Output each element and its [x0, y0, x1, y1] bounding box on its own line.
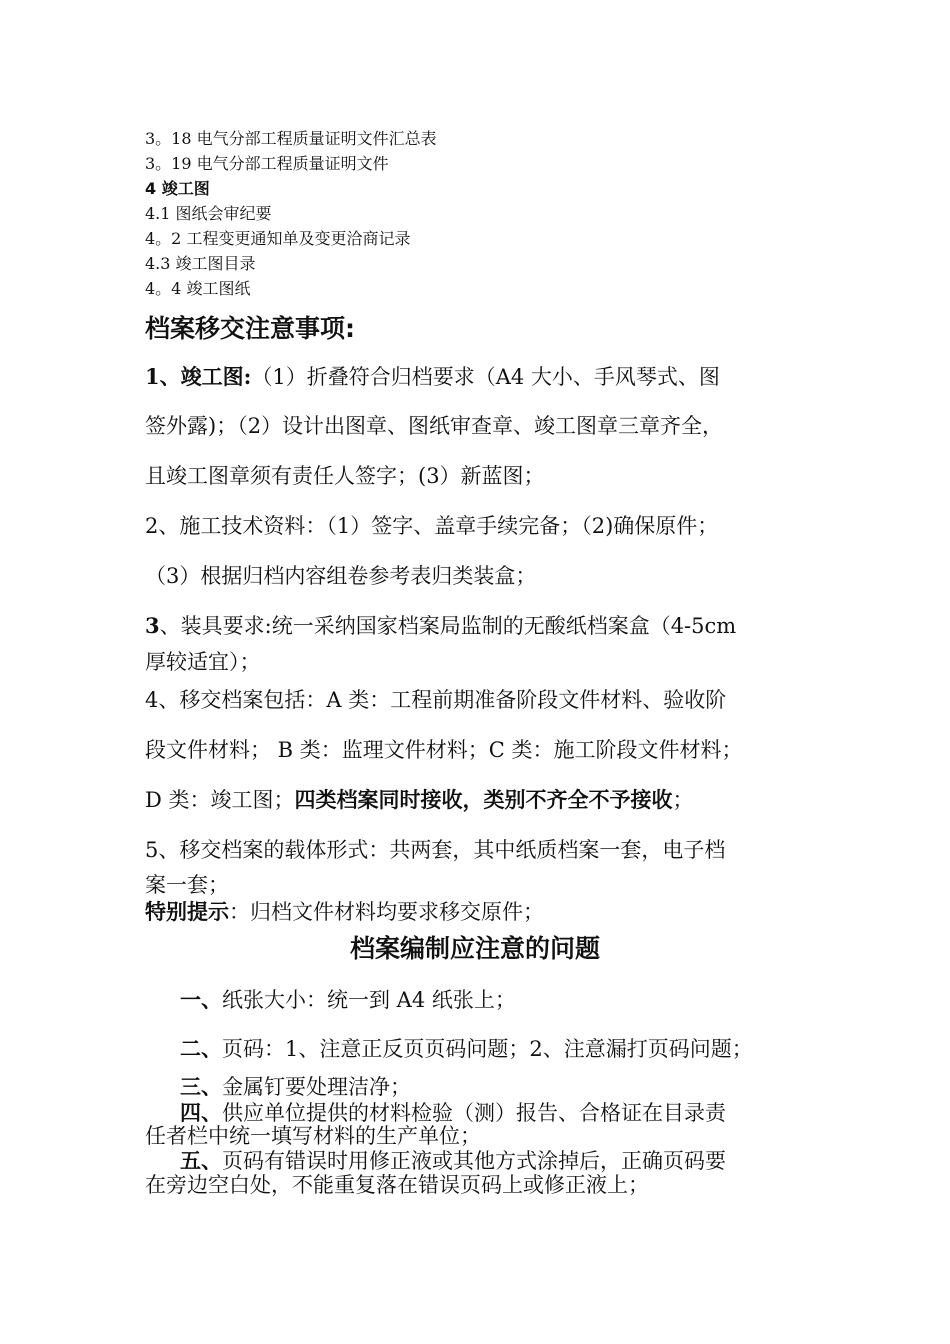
transfer-item-3-cont: 厚较适宜）； [145, 650, 261, 674]
compile-item-2 [180, 1033, 753, 1063]
transfer-item-2-cont: （3）根据归档内容组卷参考表归类装盒； [145, 564, 537, 588]
toc-line: 3。18 电气分部工程质量证明文件汇总表 [145, 129, 437, 148]
item-label: 一、 [180, 988, 222, 1012]
transfer-item-4: 4、移交档案包括：A 类：工程前期准备阶段文件材料、验收阶 [145, 688, 727, 712]
toc-line: 4.1 图纸会审纪要 [145, 204, 272, 223]
tip-label: 特别提示 [145, 900, 229, 924]
tip-text: ：归档文件材料均要求移交原件； [229, 900, 544, 924]
toc-line: 4.3 竣工图目录 [145, 254, 256, 273]
item-label: 四、 [180, 1101, 222, 1125]
compile-item-1 [180, 984, 516, 1014]
item-text: D 类：竣工图； [145, 788, 295, 812]
compile-item-5-cont: 在旁边空白处，不能重复落在错误页码上或修正液上； [145, 1173, 649, 1197]
transfer-item-5: 5、移交档案的载体形式：共两套，其中纸质档案一套，电子档 [145, 838, 726, 862]
item-label: 二、 [180, 1037, 222, 1061]
transfer-item-4-cont: 段文件材料； B 类：监理文件材料；C 类：施工阶段文件材料； [145, 738, 743, 762]
transfer-item-3 [145, 610, 736, 640]
compile-heading: 档案编制应注意的问题 [349, 934, 600, 963]
transfer-item-1-cont: 且竣工图章须有责任人签字；(3）新蓝图； [145, 464, 545, 488]
toc-line: 4。2 工程变更通知单及变更洽商记录 [145, 229, 411, 248]
transfer-item-5-cont: 案一套； [145, 873, 229, 897]
compile-item-4-cont: 任者栏中统一填写材料的生产单位； [145, 1124, 481, 1148]
toc-section-heading: 4 竣工图 [145, 179, 210, 198]
transfer-item-4-cont [145, 784, 694, 814]
item-text: 页码有错误时用修正液或其他方式涂掉后，正确页码要 [222, 1149, 726, 1173]
item-text: （1）折叠符合归档要求（A4 大小、手风琴式、图 [251, 365, 720, 389]
item-text: 供应单位提供的材料检验（测）报告、合格证在目录责 [222, 1101, 726, 1125]
item-label: 1、竣工图: [145, 364, 252, 389]
item-label: 3 [145, 613, 160, 638]
special-tip [145, 896, 544, 926]
emphasis-text: 四类档案同时接收，类别不齐全不予接收 [294, 788, 673, 812]
transfer-item-1 [145, 361, 720, 391]
toc-line: 3。19 电气分部工程质量证明文件 [145, 154, 389, 173]
item-text: 、装具要求:统一采纳国家档案局监制的无酸纸档案盒（4-5cm [159, 614, 737, 638]
toc-line: 4。4 竣工图纸 [145, 279, 251, 298]
item-text: 金属钉要处理洁净； [222, 1075, 411, 1099]
item-label: 五、 [180, 1149, 222, 1173]
transfer-item-1-cont: 签外露)；（2）设计出图章、图纸审查章、竣工图章三章齐全， [145, 414, 724, 438]
item-text: 纸张大小：统一到 A4 纸张上； [222, 988, 516, 1012]
transfer-item-2: 2、施工技术资料：（1）签字、盖章手续完备；（2)确保原件； [145, 514, 719, 538]
item-label: 三、 [180, 1075, 222, 1099]
transfer-heading: 档案移交注意事项: [145, 314, 355, 343]
item-text: ； [672, 788, 694, 812]
item-text: 页码：1、注意正反页页码问题；2、注意漏打页码问题； [222, 1037, 753, 1061]
